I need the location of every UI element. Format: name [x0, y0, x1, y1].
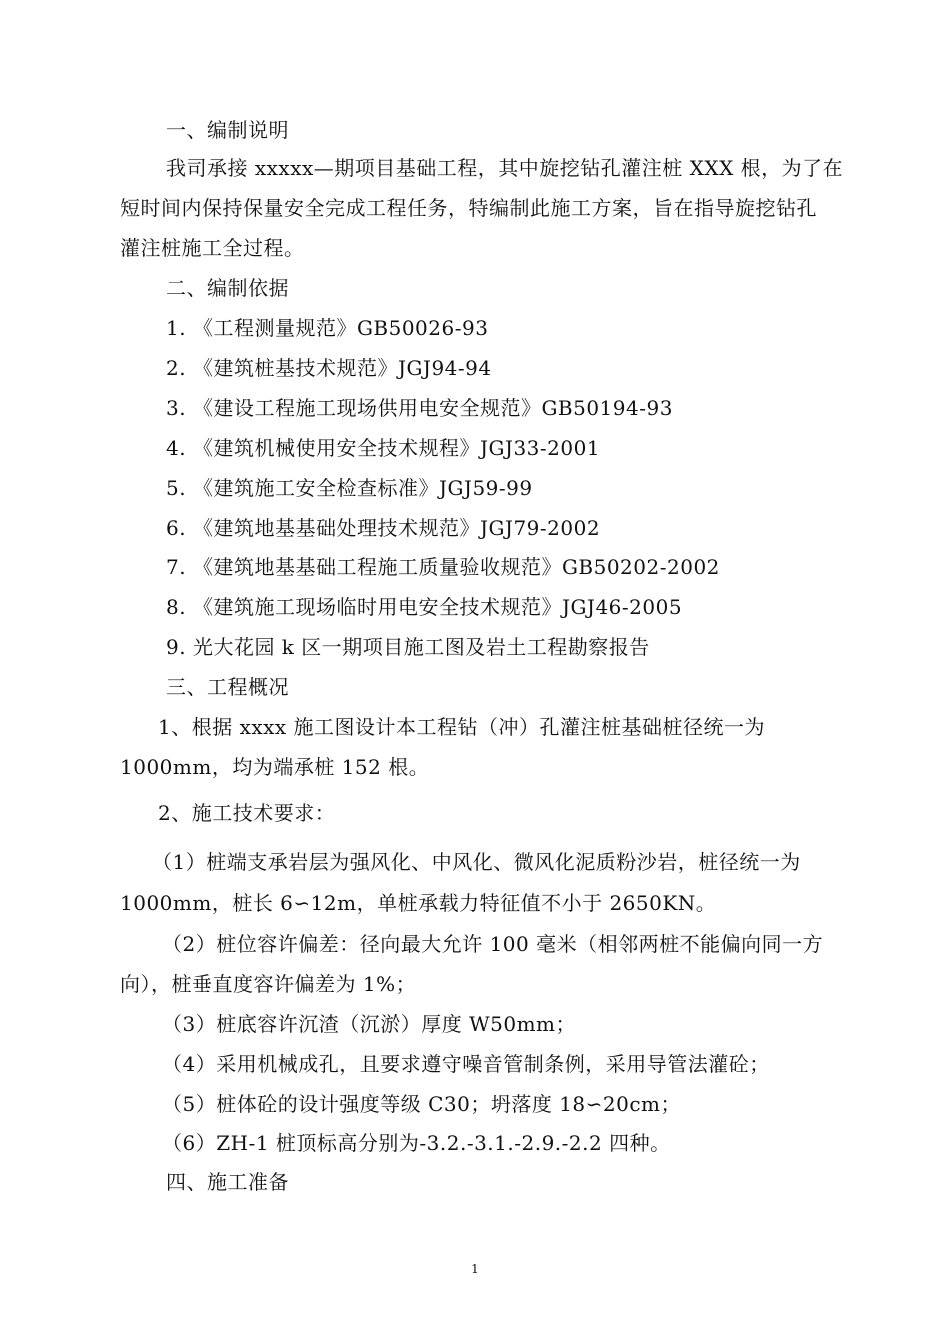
page-number: 1 [471, 1262, 479, 1276]
reference-item: 3. 《建设工程施工现场供用电安全规范》GB50194-93 [166, 396, 673, 420]
requirement-item: （3）桩底容许沉渣（沉淤）厚度 W50mm； [162, 1012, 577, 1036]
reference-item: 9. 光大花园 k 区一期项目施工图及岩土工程勘察报告 [166, 635, 650, 659]
reference-item: 1. 《工程测量规范》GB50026-93 [166, 316, 489, 340]
requirement-item-continuation: 向），桩垂直度容许偏差为 1%； [120, 972, 417, 996]
subsection-heading: 2、施工技术要求： [158, 801, 336, 825]
requirement-item: （6）ZH-1 桩顶标高分别为-3.2.-3.1.-2.9.-2.2 四种。 [162, 1131, 671, 1155]
reference-item: 6. 《建筑地基基础处理技术规范》JGJ79-2002 [166, 516, 601, 540]
reference-item: 7. 《建筑地基基础工程施工质量验收规范》GB50202-2002 [166, 555, 720, 579]
requirement-item: （2）桩位容许偏差：径向最大允许 100 毫米（相邻两桩不能偏向同一方 [162, 932, 824, 956]
paragraph-line: 短时间内保持保量安全完成工程任务，特编制此施工方案，旨在指导旋挖钻孔 [120, 196, 817, 220]
reference-item: 5. 《建筑施工安全检查标准》JGJ59-99 [166, 476, 533, 500]
requirement-item: （4）采用机械成孔，且要求遵守噪音管制条例，采用导管法灌砼； [162, 1052, 770, 1076]
requirement-item: （5）桩体砼的设计强度等级 C30；坍落度 18∽20cm； [162, 1092, 682, 1116]
reference-item: 8. 《建筑施工现场临时用电安全技术规范》JGJ46-2005 [166, 595, 683, 619]
requirement-item-continuation: 1000mm，桩长 6∽12m，单桩承载力特征值不小于 2650KN。 [120, 891, 717, 915]
section-heading-1: 一、编制说明 [166, 118, 289, 142]
paragraph-line: 我司承接 xxxxx—期项目基础工程，其中旋挖钻孔灌注桩 XXX 根，为了在 [166, 156, 844, 180]
section-heading-3: 三、工程概况 [166, 675, 289, 699]
section-heading-4: 四、施工准备 [166, 1170, 289, 1194]
paragraph-line: 灌注桩施工全过程。 [120, 236, 305, 260]
reference-item: 4. 《建筑机械使用安全技术规程》JGJ33-2001 [166, 436, 601, 460]
reference-item: 2. 《建筑桩基技术规范》JGJ94-94 [166, 356, 492, 380]
section-heading-2: 二、编制依据 [166, 276, 289, 300]
requirement-item: （1）桩端支承岩层为强风化、中风化、微风化泥质粉沙岩，桩径统一为 [152, 850, 801, 874]
paragraph-line: 1、根据 xxxx 施工图设计本工程钻（冲）孔灌注桩基础桩径统一为 [158, 715, 766, 739]
paragraph-line: 1000mm，均为端承桩 152 根。 [120, 755, 430, 779]
